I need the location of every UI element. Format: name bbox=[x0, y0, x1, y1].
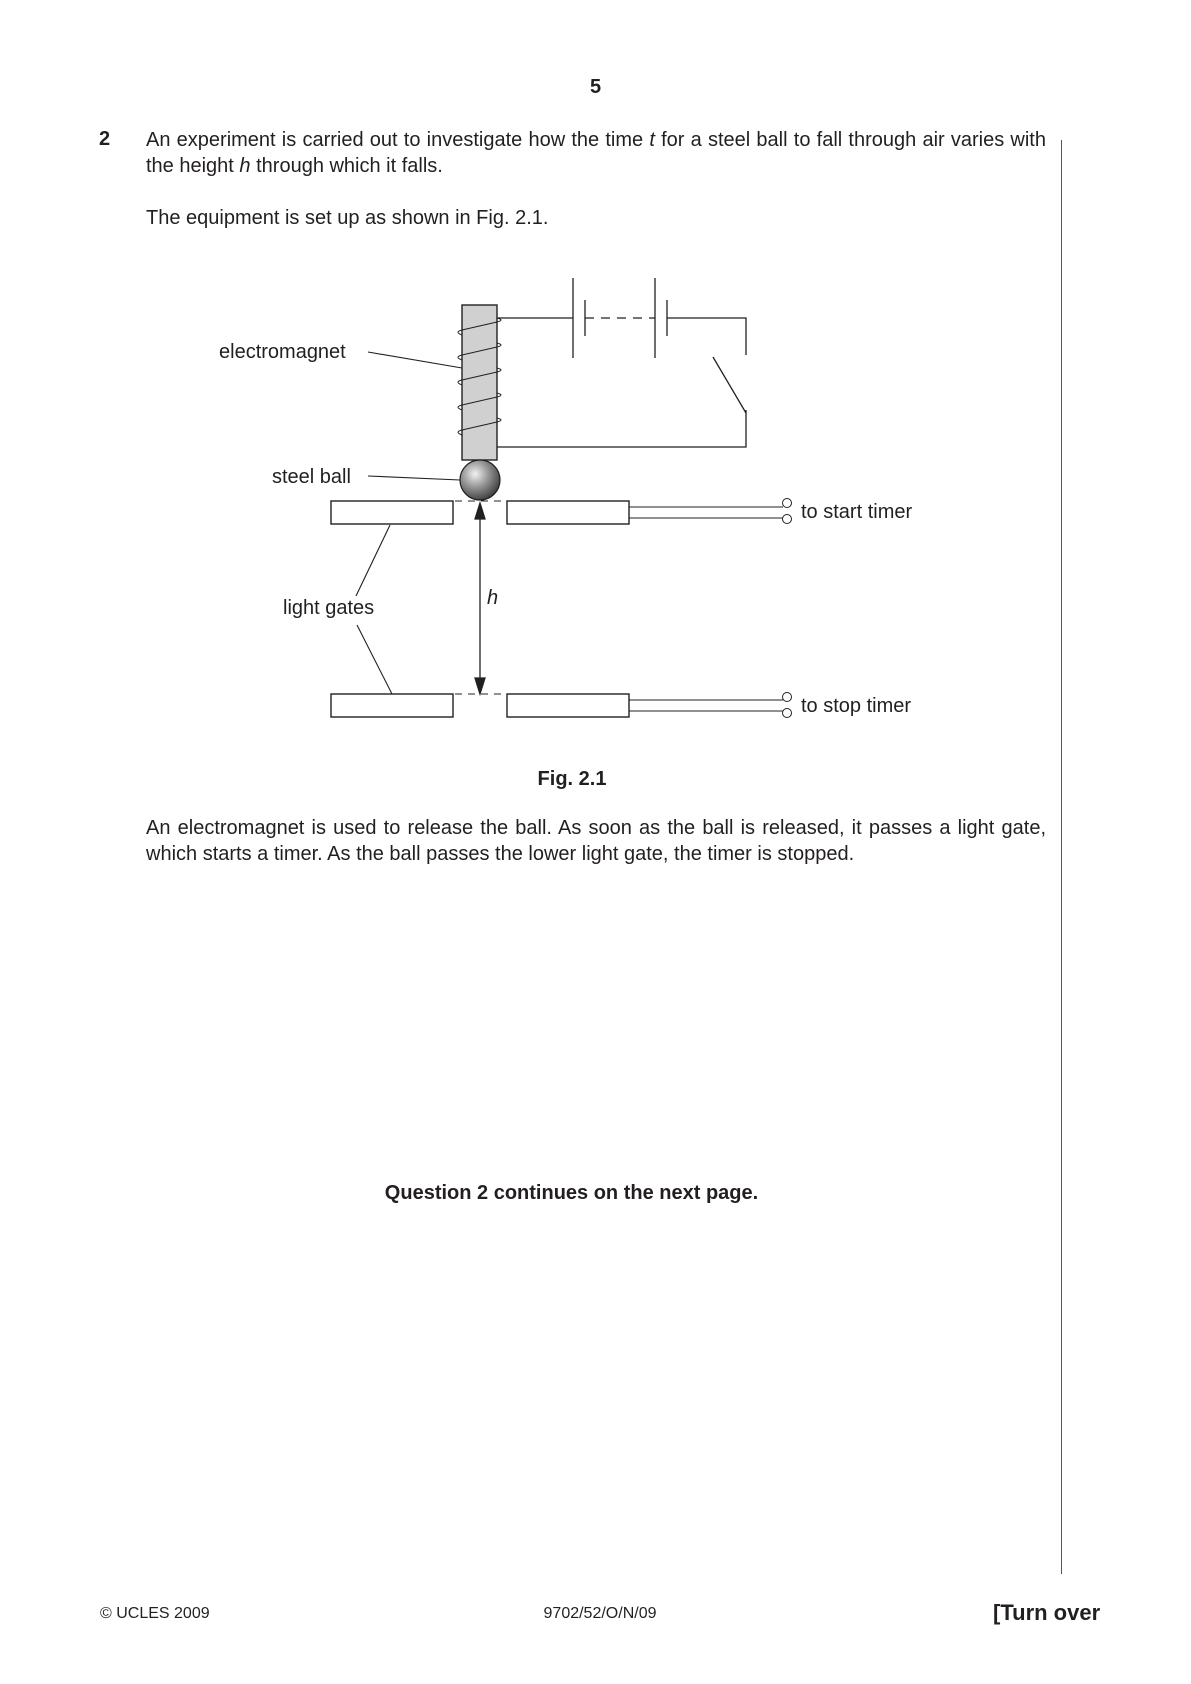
height-arrow bbox=[475, 503, 485, 694]
question-number: 2 bbox=[99, 128, 111, 150]
label-start-timer: to start timer bbox=[801, 501, 913, 523]
page-number: 5 bbox=[589, 76, 602, 98]
lower-light-gate bbox=[331, 694, 629, 717]
footer-copyright: © UCLES 2009 bbox=[100, 1605, 210, 1622]
label-light-gates: light gates bbox=[283, 597, 375, 619]
electromagnet bbox=[458, 305, 501, 460]
steel-ball bbox=[460, 460, 500, 500]
intro-text-3: through which it falls. bbox=[250, 155, 443, 177]
intro-text-1: An experiment is carried out to investigate how the time bbox=[146, 129, 650, 151]
setup-text: The equipment is set up as shown in Fig. 2.1. bbox=[146, 207, 549, 229]
light-beams bbox=[455, 501, 507, 694]
continues-note: Question 2 continues on the next page. bbox=[384, 1182, 759, 1204]
label-steel-ball: steel ball bbox=[272, 466, 351, 488]
circuit-wires bbox=[496, 278, 746, 447]
variable-t: t bbox=[649, 129, 655, 151]
intro-text-2: for a steel ball to fall through air varies with the height bbox=[146, 129, 1046, 177]
footer-turn-over: [Turn over bbox=[993, 1600, 1101, 1625]
description-text: An electromagnet is used to release the ball. As soon as the ball is released, it passes a light gate, which starts a timer. As the ball passes the lower light gate, the timer is stopped. bbox=[146, 817, 1046, 865]
label-electromagnet: electromagnet bbox=[219, 341, 346, 363]
variable-h: h bbox=[239, 155, 251, 177]
timer-wires bbox=[629, 499, 792, 718]
label-height-h: h bbox=[487, 587, 499, 609]
figure-caption: Fig. 2.1 bbox=[537, 768, 607, 790]
footer-paper-code: 9702/52/O/N/09 bbox=[543, 1605, 657, 1622]
leader-lines bbox=[356, 352, 462, 694]
margin-line bbox=[1061, 140, 1062, 1574]
label-stop-timer: to stop timer bbox=[801, 695, 912, 717]
